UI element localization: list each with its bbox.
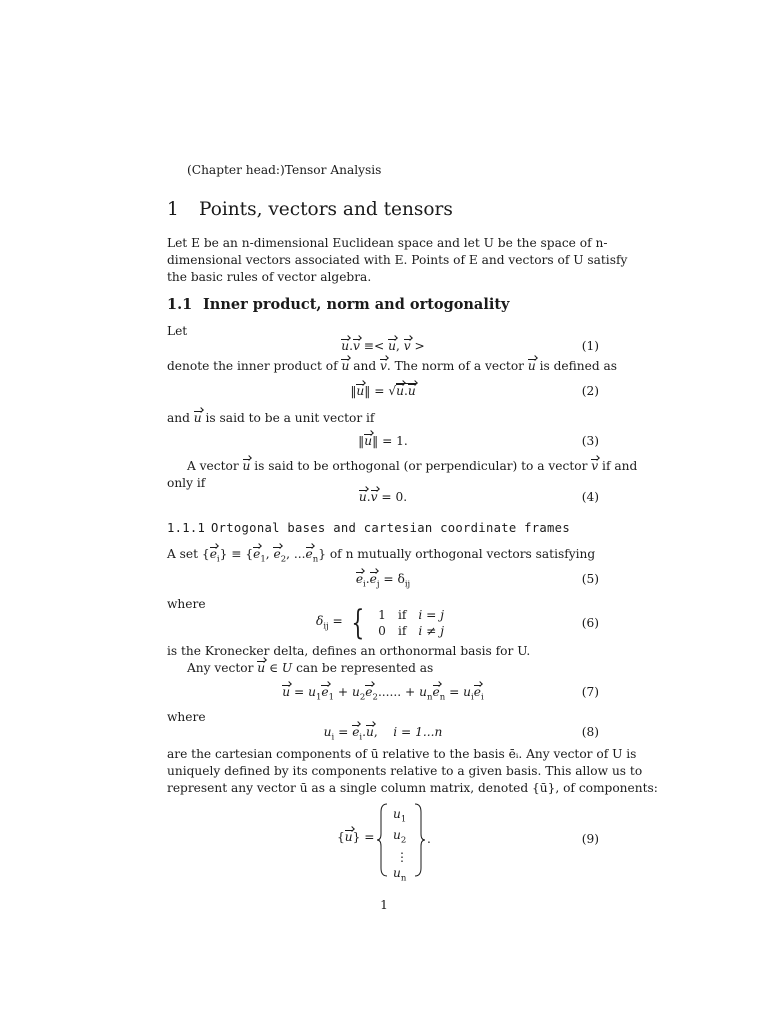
eq4-rhs: = 0. [381,490,408,504]
matrix-left-brace [377,802,389,878]
equation-6: $\delta_{ij}$ = { 1 if i = j 0 if i ≠ j (6) [315,603,599,643]
intro-line-2: dimensional vectors associated with E. Points of E and vectors of U satisfy [167,253,628,267]
equation-2: ‖u‖ = √u.u (2) [350,384,599,398]
case-value: 1 [378,608,386,622]
equation-number: (7) [581,685,599,699]
equation-7: $u = u_1e_1 + u_2e_2$...... + $u_ne_n = u_ie_i$ (7) [282,685,599,703]
subsection-heading [167,296,509,313]
matrix-right-brace [413,802,425,878]
subsubsection-title: Ortogonal bases and cartesian coordinate frames [211,521,570,535]
cartesian-line-2: uniquely defined by its components relative to a given basis. This allow us to [167,764,643,778]
subsection-number: 1.1 [167,296,193,313]
case-condition: i ≠ j [418,624,444,638]
section-number: 1 [167,199,179,220]
case-value: 0 [378,624,386,638]
case-if: if [397,608,407,622]
equation-number: (6) [581,616,599,630]
where-text-1: where [167,597,206,611]
cartesian-line-1: are the cartesian components of ū relative to the basis ēᵢ. Any vector of U is [167,747,637,761]
orthogonal-text: A vector u is said to be orthogonal (or perpendicular) to a vector v if and [187,459,638,473]
section-title: Points, vectors and tensors [199,199,453,220]
cartesian-line-3: represent any vector ū as a single column matrix, denoted {ū}, of components: [167,781,658,795]
equation-number: (2) [581,384,599,398]
eq8-rhs: i = 1...n [393,725,443,739]
unit-post: is said to be a unit vector if [205,411,375,425]
any-vector-pre: Any vector [187,661,254,675]
orth-mid: is said to be orthogonal (or perpendicular) to a vector [254,459,588,473]
chapter-head: (Chapter head:)Tensor Analysis [187,163,382,177]
set-pre: A set [167,547,199,561]
cases-table [372,607,450,639]
and-text: and [353,359,377,373]
inner-product-pre: denote the inner product of [167,359,338,373]
column-matrix: $u_1$ $u_2$ ⋮ $u_n$ [393,807,409,884]
equation-8: $u_i = e_i.u$, i = 1...n (8) [323,725,599,743]
section-heading [167,199,453,220]
subsubsection-heading [167,521,570,535]
case-condition: i = j [418,608,444,622]
intro-line-1: Let E be an n-dimensional Euclidean space and let U be the space of n- [167,236,608,250]
norm-post: is defined as [539,359,618,373]
subsubsection-number: 1.1.1 [167,521,206,535]
unit-vector-text: and u is said to be a unit vector if [167,411,375,425]
where-text-2: where [167,710,206,724]
equation-number: (5) [581,572,599,586]
equation-1: u.v ≡< u, v > (1) [341,339,599,353]
orth-post: if and [602,459,638,473]
equation-number: (4) [581,490,599,504]
set-text: A set $\{e_i\} \equiv \{e_1$, $e_2$, $...e_n$} of n mutually orthogonal vectors satisfying [167,547,596,565]
orth-pre: A vector [187,459,239,473]
subsection-title: Inner product, norm and ortogonality [203,296,510,313]
page-number: 1 [380,898,388,912]
unit-pre: and [167,411,190,425]
let-text: Let [167,324,188,338]
set-post: of n mutually orthogonal vectors satisfying [329,547,596,561]
equation-number: (1) [581,339,599,353]
inner-product-text: denote the inner product of u and v. The norm of a vector u is defined as [167,359,618,373]
equation-3: ‖u‖ = 1. (3) [358,434,599,448]
norm-pre: . The norm of a vector [386,359,524,373]
case-if: if [397,624,407,638]
equation-number: (9) [581,832,599,846]
only-if-text: only if [167,476,206,490]
left-brace: { [350,603,364,643]
equation-9: {u} = $u_1$ $u_2$ ⋮ $u_n$ . (9) [167,804,599,880]
eq3-rhs: = 1. [382,434,408,448]
equation-4: u.v = 0. (4) [358,490,599,504]
intro-line-3: the basic rules of vector algebra. [167,270,372,284]
equation-number: (3) [581,434,599,448]
kronecker-text: is the Kronecker delta, defines an orthonormal basis for U. [167,644,531,658]
any-vector-post: can be represented as [296,661,434,675]
equation-number: (8) [581,725,599,739]
any-vector-text: Any vector u ∈ U can be represented as [187,661,434,675]
equation-5: $e_i.e_j = \delta_{ij}$ (5) [355,572,599,590]
